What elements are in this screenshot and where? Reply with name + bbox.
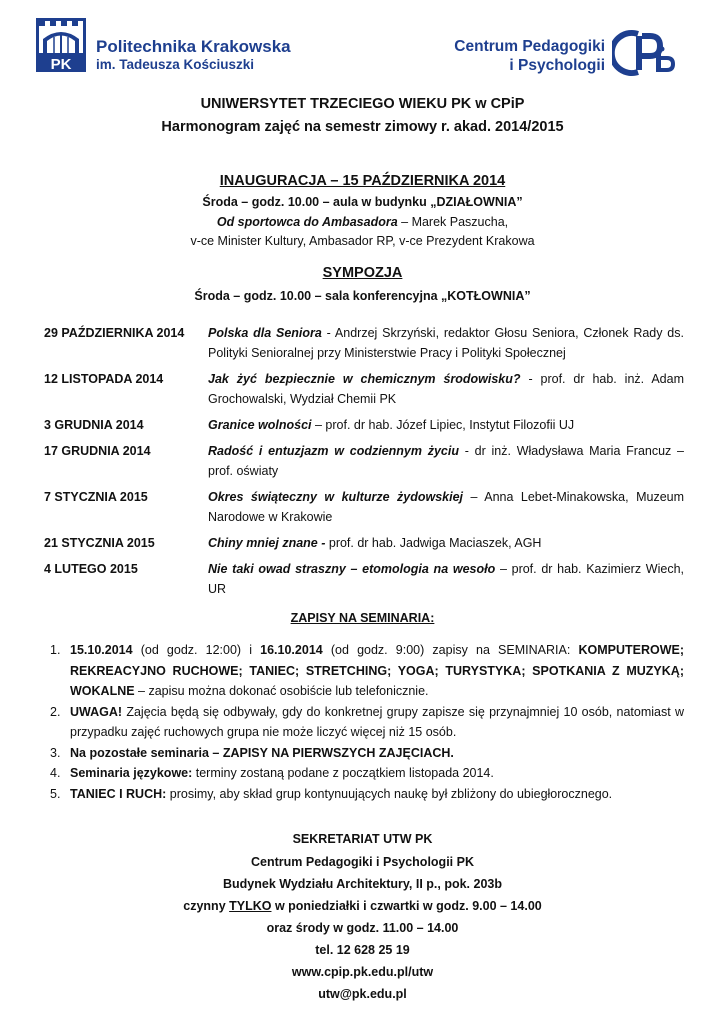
cpip-logo-icon <box>612 28 676 78</box>
schedule-date: 12 LISTOPADA 2014 <box>44 372 164 386</box>
university-name: Politechnika Krakowska <box>96 37 291 56</box>
schedule-date: 29 PAŹDZIERNIKA 2014 <box>44 326 185 340</box>
list-item: 1. 15.10.2014 (od godz. 12:00) i 16.10.2014 (od godz. 9:00) zapisy na SEMINARIA: KOMPUTEROWE; REKREACYJNO RUCHOWE; TANIEC; STRETCHING; YOGA; TURYSTYKA; SPOTKANIA Z MUZYKĄ; WOKALNE – zapisu można dokonać osobiście lub telefonicznie. <box>50 643 684 698</box>
svg-text:PK: PK <box>50 56 72 73</box>
svg-text:CPiP: CPiP <box>642 77 646 78</box>
schedule-date: 3 GRUDNIA 2014 <box>44 418 144 432</box>
schedule-desc: Granice wolności – prof. dr hab. Józef Lipiec, Instytut Filozofii UJ <box>208 418 575 432</box>
schedule-date: 17 GRUDNIA 2014 <box>44 444 151 458</box>
schedule-desc: Nie taki owad straszny – etomologia na wesoło – prof. dr hab. Kazimierz Wiech, UR <box>208 562 684 596</box>
schedule-date: 4 LUTEGO 2015 <box>44 562 138 576</box>
schedule-row <box>44 441 684 481</box>
footer-email-link[interactable]: utw@pk.edu.pl <box>318 987 407 1001</box>
page-subtitle: Harmonogram zajęć na semestr zimowy r. akad. 2014/2015 <box>161 119 564 135</box>
symposia-when: Środa – godz. 10.00 – sala konferencyjna „KOTŁOWNIA” <box>194 289 531 303</box>
schedule-desc: Radość i entuzjazm w codziennym życiu - dr inż. Władysława Maria Francuz – prof. oświaty <box>208 444 684 478</box>
schedule-list <box>44 323 684 605</box>
inauguration-speaker-roles: v-ce Minister Kultury, Ambasador RP, v-ce Prezydent Krakowa <box>190 234 535 248</box>
letterhead <box>0 0 725 90</box>
university-subtitle: im. Tadeusza Kościuszki <box>96 57 255 72</box>
page-title: UNIWERSYTET TRZECIEGO WIEKU PK w CPiP <box>200 96 525 112</box>
list-item: 5. TANIEC I RUCH: prosimy, aby skład grup kontynuujących naukę był zbliżony do ubiegłorocznego. <box>50 786 613 801</box>
inauguration-heading: INAUGURACJA – 15 PAŹDZIERNIKA 2014 <box>219 173 506 189</box>
schedule-date: 21 STYCZNIA 2015 <box>44 536 155 550</box>
footer-secretariat: SEKRETARIAT UTW PK <box>292 832 433 846</box>
schedule-desc: Chiny mniej znane - prof. dr hab. Jadwiga Maciaszek, AGH <box>208 536 542 550</box>
list-item: 3. Na pozostałe seminaria – ZAPISY NA PIERWSZYCH ZAJĘCIACH. <box>50 745 454 760</box>
schedule-desc: Polska dla Seniora - Andrzej Skrzyński, redaktor Głosu Seniora, Członek Rady ds. Polityki Senioralnej przy Ministerstwie Pracy i Polityki Społecznej <box>208 326 684 360</box>
list-item: 2. UWAGA! Zajęcia będą się odbywały, gdy do konkretnej grupy zapisze się przynajmniej 10 osób, natomiast w przypadku zajęć ruchowych grupa nie może liczyć więcej niż 15 osób. <box>50 704 684 739</box>
footer-hours: czynny TYLKO w poniedziałki i czwartki w godz. 9.00 – 14.00 <box>183 899 542 913</box>
pk-logo-icon <box>35 17 87 73</box>
center-name: Centrum Pedagogiki i Psychologii <box>454 38 605 74</box>
schedule-date: 7 STYCZNIA 2015 <box>44 490 148 504</box>
footer-hours-wed: oraz środy w godz. 11.00 – 14.00 <box>266 921 459 935</box>
footer-phone: tel. 12 628 25 19 <box>315 943 410 957</box>
schedule-desc: Jak żyć bezpiecznie w chemicznym środowisku? - prof. dr hab. inż. Adam Grochowalski, Wydział Chemii PK <box>208 372 685 406</box>
list-item: 4. Seminaria językowe: terminy zostaną podane z początkiem listopada 2014. <box>50 766 494 780</box>
inauguration-when: Środa – godz. 10.00 – aula w budynku „DZIAŁOWNIA” <box>202 195 523 209</box>
inauguration-topic: Od sportowca do Ambasadora – Marek Paszucha, <box>216 215 509 229</box>
schedule-row <box>44 323 684 363</box>
schedule-desc: Okres świąteczny w kulturze żydowskiej – Anna Lebet-Minakowska, Muzeum Narodowe w Krakowie <box>208 490 685 524</box>
schedule-row <box>44 369 684 409</box>
schedule-row <box>44 533 684 553</box>
schedule-row <box>44 487 684 527</box>
footer-website-link[interactable]: www.cpip.pk.edu.pl/utw <box>291 965 434 979</box>
schedule-row <box>44 415 684 435</box>
registration-heading: ZAPISY NA SEMINARIA: <box>290 611 435 625</box>
schedule-row <box>44 559 684 599</box>
symposia-heading: SYMPOZJA <box>322 265 403 281</box>
footer-center: Centrum Pedagogiki i Psychologii PK <box>251 855 474 869</box>
footer-address: Budynek Wydziału Architektury, II p., pok. 203b <box>223 877 502 891</box>
registration-list <box>50 640 684 804</box>
